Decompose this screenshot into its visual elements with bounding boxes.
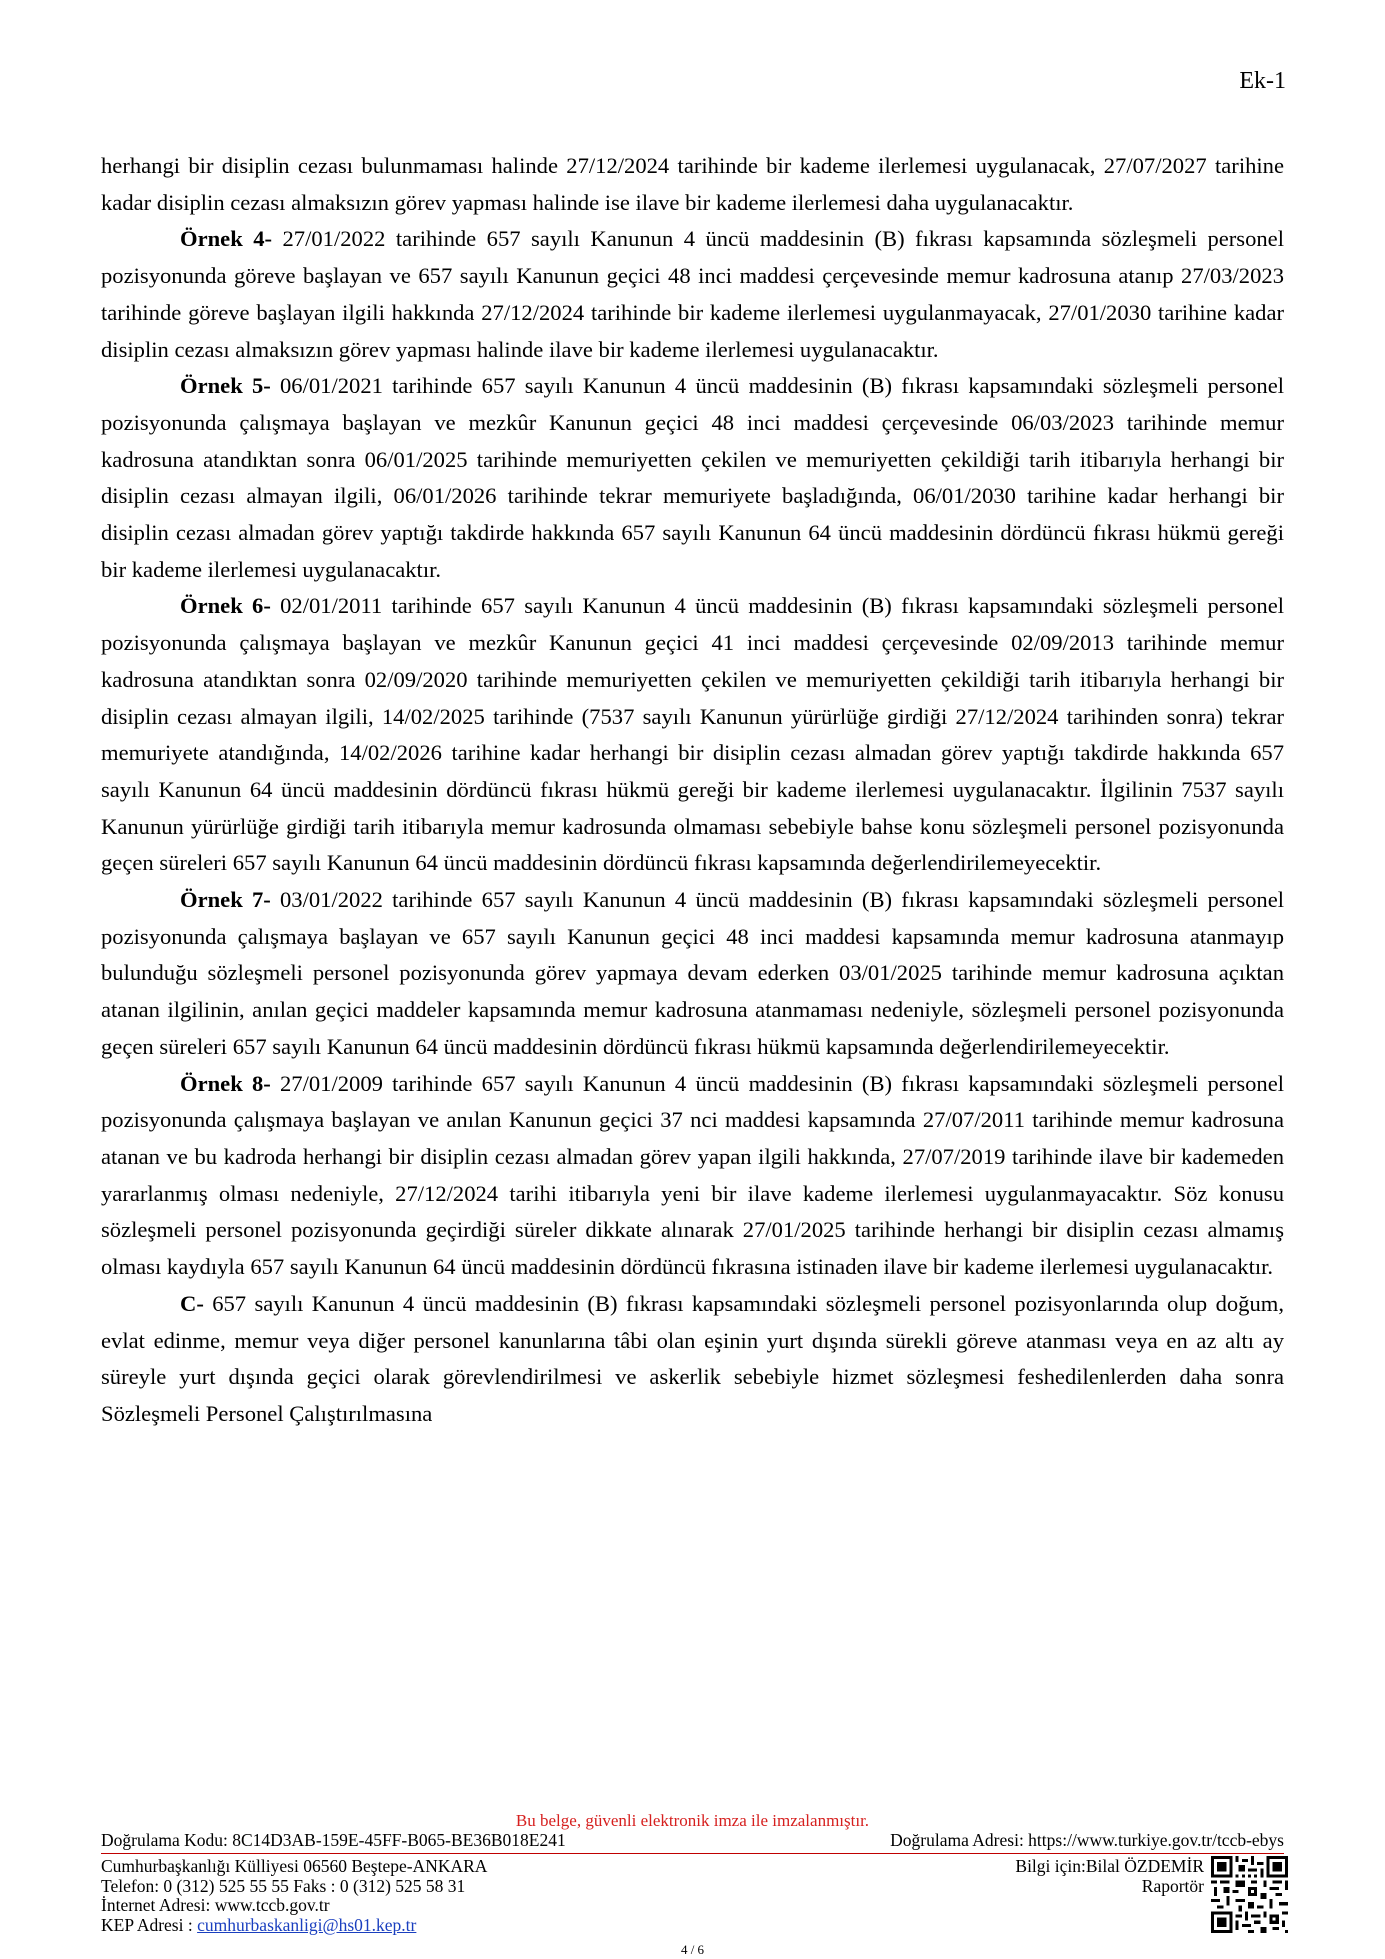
example-heading: Örnek 6- (180, 593, 271, 619)
phone-line: Telefon: 0 (312) 525 55 55 Faks : 0 (312) 525 58 31 (101, 1875, 466, 1896)
internet-line: İnternet Adresi: www.tccb.gov.tr (101, 1895, 330, 1915)
page-number: 4 / 6 (680, 1942, 705, 1957)
paragraph-example-5: Örnek 5- 06/01/2021 tarihinde 657 sayılı Kanunun 4 üncü maddesinin (B) fıkrası kapsamındaki sözleşmeli personel pozisyonunda çalışmaya başlayan ve mezkûr Kanunun geçici 48 inci maddesi çerçevesinde 06/03/2023 tarihinde memur kadrosuna atandıktan sonra 06/01/2025 tarihinde memuriyetten çekilen ve memuriyetten çekildiği tarih itibarıyla herhangi bir disiplin cezası almayan ilgili, 06/01/2026 tarihinde tekrar memuriyete başladığında, 06/01/2030 tarihine kadar herhangi bir disiplin cezası almadan görev yaptığı takdirde hakkında 657 sayılı Kanunun 64 üncü maddesinin dördüncü fıkrası hükmü gereği bir kademe ilerlemesi uygulanacaktır. (101, 373, 1285, 582)
address-line: Cumhurbaşkanlığı Külliyesi 06560 Beştepe-ANKARA (101, 1856, 488, 1876)
paragraph-continuation: herhangi bir disiplin cezası bulunmaması halinde 27/12/2024 tarihinde bir kademe ilerlemesi uygulanacak, 27/07/2027 tarihine kadar disiplin cezası almaksızın görev yapması halinde ise ilave bir kademe ilerlemesi daha uygulanacaktır. (101, 153, 1284, 215)
paragraph-example-8: Örnek 8- 27/01/2009 tarihinde 657 sayılı Kanunun 4 üncü maddesinin (B) fıkrası kapsamındaki sözleşmeli personel pozisyonunda çalışmaya başlayan ve anılan Kanunun geçici 37 nci maddesi kapsamında 27/07/2011 tarihinde memur kadrosuna atanan ve bu kadroda herhangi bir disiplin cezası almadan görev yapan ilgili hakkında, 27/07/2019 tarihinde ilave bir kademeden yararlanmış olması nedeniyle, 27/12/2024 tarihi itibarıyla yeni bir ilave kademe ilerlemesi uygulanmayacaktır. Söz konusu sözleşmeli personel pozisyonunda geçirdiği süreler dikkate alınarak 27/01/2025 tarihinde herhangi bir disiplin cezası almamış olması kaydıyla 657 sayılı Kanunun 64 üncü maddesinin dördüncü fıkrasına istinaden ilave bir kademe ilerlemesi uygulanacaktır. (101, 1070, 1285, 1280)
kep-address-link[interactable]: cumhurbaskanligi@hs01.kep.tr (197, 1914, 417, 1935)
info-contact: Bilgi için:Bilal ÖZDEMİR (1015, 1856, 1204, 1876)
verification-address: Doğrulama Adresi: https://www.turkiye.gov.tr/tccb-ebys (890, 1830, 1284, 1850)
paragraph-section-c: C- 657 sayılı Kanunun 4 üncü maddesinin (B) fıkrası kapsamındaki sözleşmeli personel pozisyonlarında olup doğum, evlat edinme, memur veya diğer personel kanunlarına tâbi olan eşinin yurt dışında sürekli göreve atanması veya en az altı ay süreyle yurt dışında geçici olarak görevlendirilmesi ve askerlik sebebiyle hizmet sözleşmesi feshedilenlerden daha sonra Sözleşmeli Personel Çalıştırılmasına (101, 1290, 1284, 1426)
kep-line (101, 1916, 487, 1936)
paragraph-example-6: Örnek 6- 02/01/2011 tarihinde 657 sayılı Kanunun 4 üncü maddesinin (B) fıkrası kapsamındaki sözleşmeli personel pozisyonunda çalışmaya başlayan ve mezkûr Kanunun geçici 41 inci maddesi çerçevesinde 02/09/2013 tarihinde memur kadrosuna atandıktan sonra 02/09/2020 tarihinde memuriyetten çekilen ve memuriyetten çekildiği tarih itibarıyla herhangi bir disiplin cezası almayan ilgili, 14/02/2025 tarihinde (7537 sayılı Kanunun yürürlüğe girdiği 27/12/2024 tarihinden sonra) tekrar memuriyete atandığında, 14/02/2026 tarihine kadar herhangi bir disiplin cezası almadan görev yaptığı takdirde hakkında 657 sayılı Kanunun 64 üncü maddesinin dördüncü fıkrası hükmü gereği bir kademe ilerlemesi uygulanacaktır. İlgilinin 7537 sayılı Kanunun yürürlüğe girdiği tarih itibarıyla memur kadrosunda olmaması sebebiyle bahse konu sözleşmeli personel pozisyonunda geçen süreleri 657 sayılı Kanunun 64 üncü maddesinin dördüncü fıkrası kapsamında değerlendirilemeyecektir. (101, 593, 1284, 876)
contact-block (101, 1857, 487, 1935)
paragraph-example-4: Örnek 4- 27/01/2022 tarihinde 657 sayılı Kanunun 4 üncü maddesinin (B) fıkrası kapsamında sözleşmeli personel pozisyonunda göreve başlayan ve 657 sayılı Kanunun geçici 48 inci maddesi çerçevesinde memur kadrosuna atanıp 27/03/2023 tarihinde göreve başlayan ilgili hakkında 27/12/2024 tarihinde bir kademe ilerlemesi uygulanmayacak, 27/01/2030 tarihine kadar disiplin cezası almaksızın görev yapması halinde ilave bir kademe ilerlemesi uygulanacaktır. (101, 226, 1284, 362)
section-heading: C- (180, 1290, 204, 1316)
info-title: Raportör (1141, 1875, 1204, 1896)
example-heading: Örnek 4- (180, 226, 273, 252)
annex-label: Ek-1 (1239, 68, 1286, 94)
info-block (1015, 1857, 1204, 1896)
example-heading: Örnek 7- (180, 887, 271, 913)
example-heading: Örnek 8- (180, 1070, 271, 1096)
kep-label: KEP Adresi : (101, 1914, 198, 1935)
document-body (101, 148, 1284, 1433)
verification-code: Doğrulama Kodu: 8C14D3AB-159E-45FF-B065-BE36B018E241 (101, 1830, 566, 1850)
example-heading: Örnek 5- (180, 373, 271, 399)
footer-divider (101, 1853, 1284, 1854)
qr-code-icon (1211, 1856, 1288, 1933)
verification-row (101, 1830, 1284, 1851)
paragraph-example-7: Örnek 7- 03/01/2022 tarihinde 657 sayılı Kanunun 4 üncü maddesinin (B) fıkrası kapsamındaki sözleşmeli personel pozisyonunda çalışmaya başlayan ve 657 sayılı Kanunun geçici 48 inci maddesi kapsamında memur kadrosuna atanmayıp bulunduğu sözleşmeli personel pozisyonunda görev yapmaya devam ederken 03/01/2025 tarihinde memur kadrosuna açıktan atanan ilgilinin, anılan geçici maddeler kapsamında memur kadrosuna atanmaması nedeniyle, sözleşmeli personel pozisyonunda geçen süreleri 657 sayılı Kanunun 64 üncü maddesinin dördüncü fıkrası hükmü kapsamında değerlendirilemeyecektir. (101, 887, 1285, 1059)
e-signature-note: Bu belge, güvenli elektronik imza ile imzalanmıştır. (515, 1811, 870, 1830)
